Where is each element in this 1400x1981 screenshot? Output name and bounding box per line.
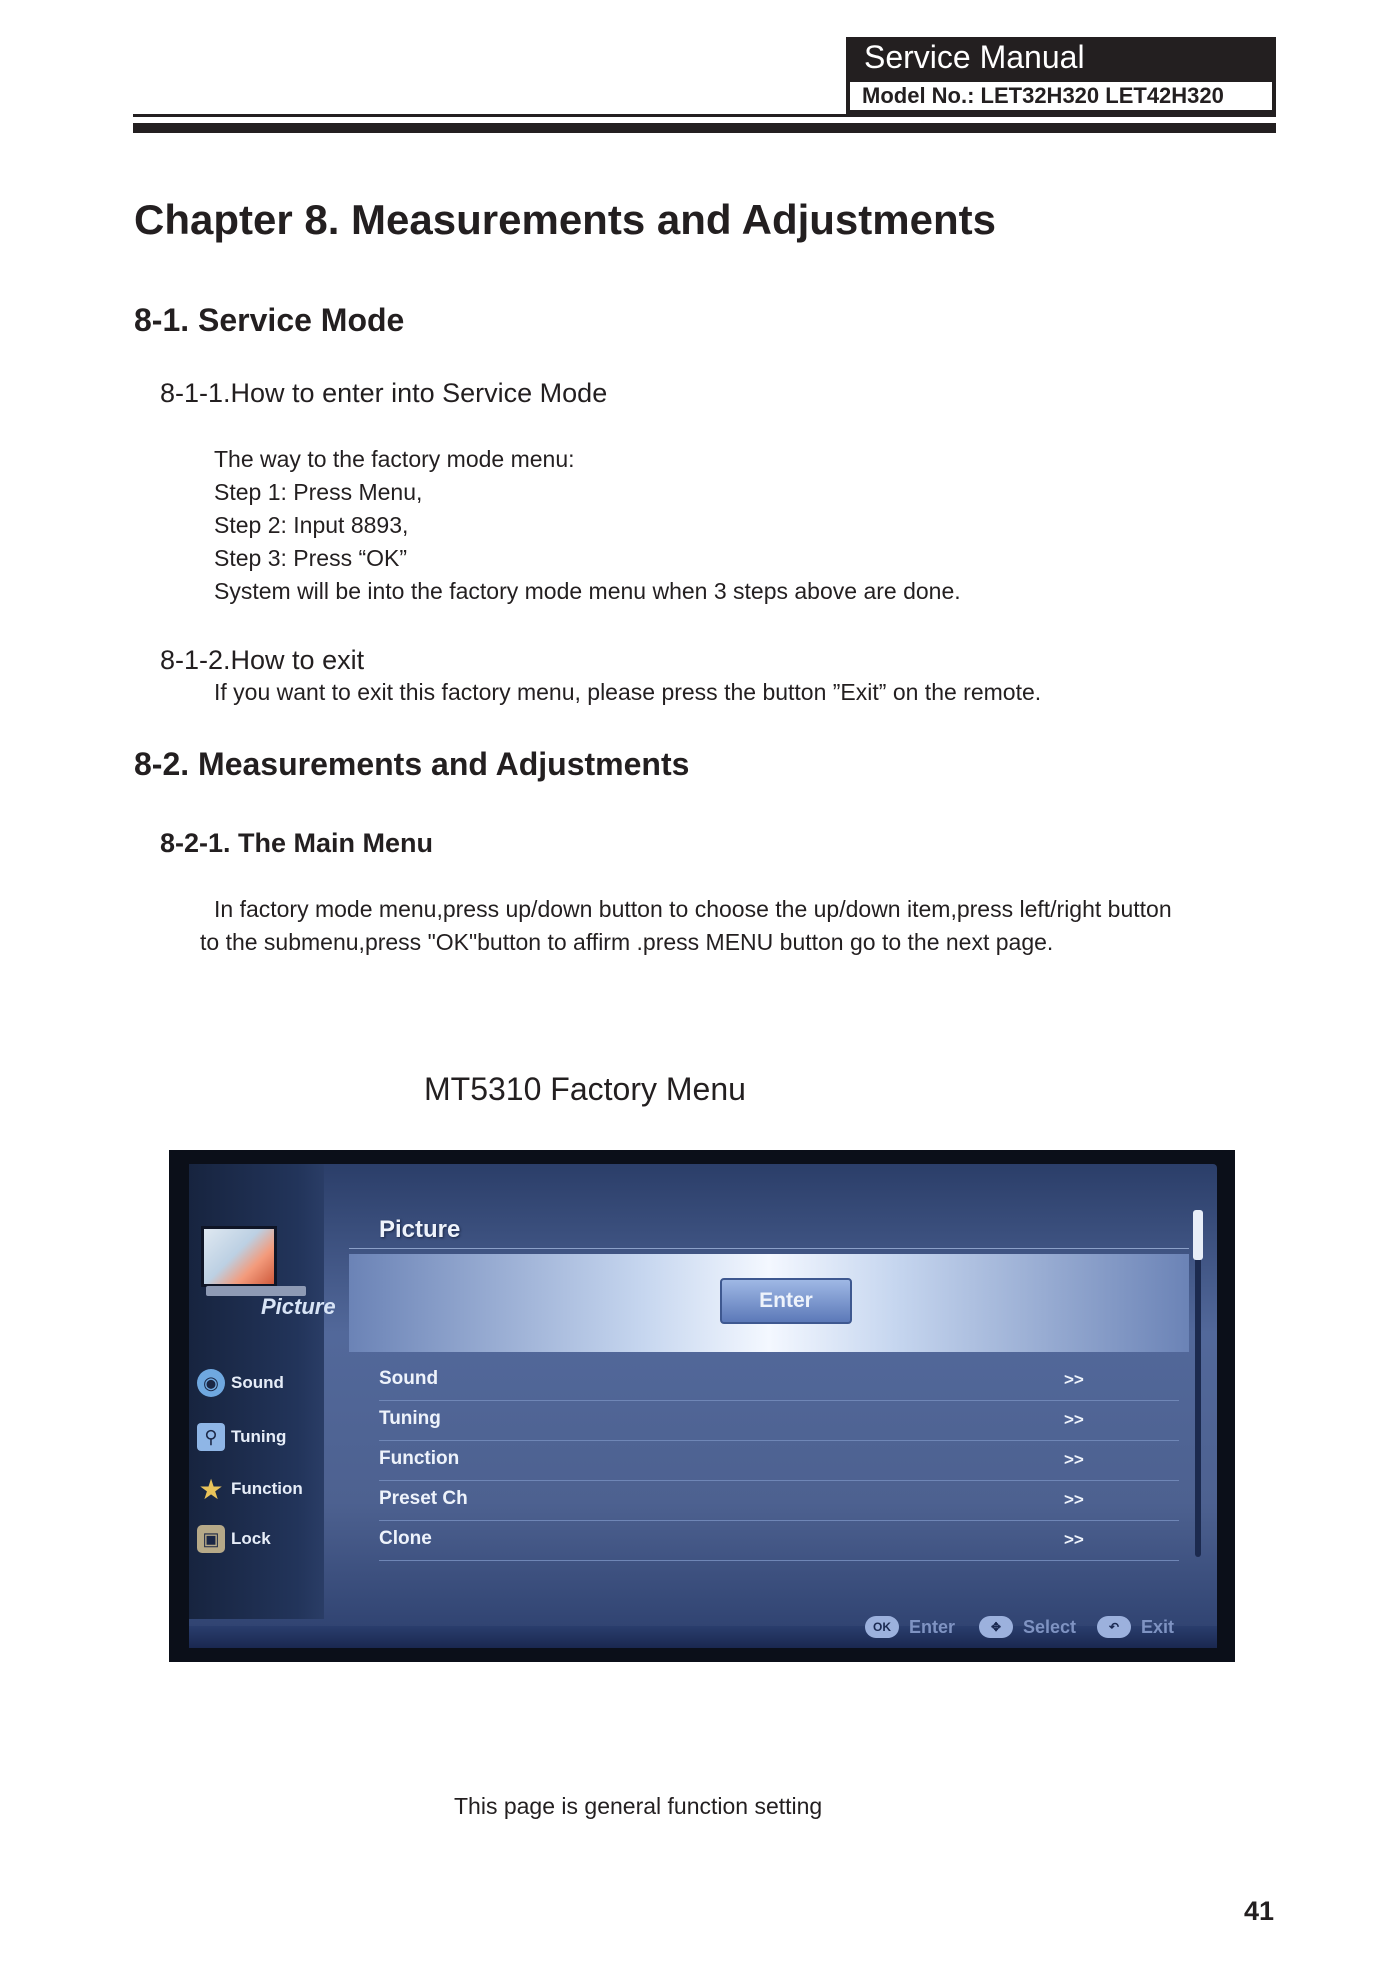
menu-row-label: Function	[379, 1448, 460, 1469]
sidebar-active-label: Picture	[261, 1294, 336, 1319]
hint-label: Exit	[1141, 1616, 1175, 1637]
sidebar-item-label: Sound	[231, 1373, 284, 1392]
page-number: 41	[1244, 1896, 1275, 1926]
figure-caption: This page is general function setting	[454, 1793, 823, 1819]
hint-exit	[1097, 1616, 1174, 1638]
header-rule-thin	[133, 114, 1276, 117]
model-number: Model No.: LET32H320 LET42H320	[850, 82, 1272, 110]
chapter-title: Chapter 8. Measurements and Adjustments	[134, 196, 996, 243]
menu-row-function[interactable]	[379, 1442, 1169, 1482]
paragraph-line: Step 3: Press “OK”	[214, 545, 408, 571]
star-icon: ★	[198, 1473, 224, 1505]
paragraph-line: to the submenu,press "OK"button to affirm .press MENU button go to the next page.	[200, 929, 1054, 955]
subsection-heading-main-menu: 8-2-1. The Main Menu	[160, 828, 434, 858]
hint-label: Select	[1023, 1616, 1077, 1637]
menu-row-label: Tuning	[379, 1408, 441, 1429]
section-heading-measurements: 8-2. Measurements and Adjustments	[134, 746, 690, 782]
manual-title: Service Manual	[864, 39, 1085, 75]
factory-menu-screenshot	[169, 1150, 1235, 1662]
paragraph-line: Step 1: Press Menu,	[214, 479, 423, 505]
scrollbar-thumb[interactable]	[1193, 1210, 1203, 1260]
menu-row-label: Preset Ch	[379, 1488, 468, 1509]
tv-sidebar	[189, 1164, 336, 1619]
sidebar-item-function[interactable]	[197, 1472, 303, 1506]
search-icon: ⚲	[197, 1423, 225, 1451]
paragraph-exit: If you want to exit this factory menu, please press the button ”Exit” on the remote.	[214, 679, 1042, 705]
subsection-heading-exit: 8-1-2.How to exit	[160, 645, 365, 675]
row-divider	[379, 1520, 1179, 1521]
enter-button[interactable]: Enter	[720, 1278, 852, 1324]
row-divider	[379, 1400, 1179, 1401]
paragraph-line: The way to the factory mode menu:	[214, 446, 575, 472]
menu-row-preset-ch[interactable]	[379, 1482, 1169, 1522]
hint-label: Enter	[909, 1616, 956, 1637]
subsection-heading-enter: 8-1-1.How to enter into Service Mode	[160, 378, 608, 408]
submenu-arrow: >>	[1064, 1490, 1084, 1509]
sidebar-item-label: Tuning	[231, 1427, 287, 1446]
tv-screen	[189, 1164, 1217, 1648]
menu-row-label: Sound	[379, 1368, 439, 1389]
back-icon: ↶	[1097, 1616, 1131, 1638]
submenu-arrow: >>	[1064, 1530, 1084, 1549]
title-divider	[349, 1248, 1189, 1249]
menu-row-clone[interactable]	[379, 1522, 1169, 1562]
submenu-arrow: >>	[1064, 1450, 1084, 1469]
scrollbar-track[interactable]	[1195, 1212, 1201, 1557]
row-divider	[379, 1560, 1179, 1561]
hint-enter	[865, 1616, 955, 1638]
sidebar-item-label: Lock	[231, 1529, 271, 1548]
hint-select	[979, 1616, 1076, 1638]
sidebar-item-tuning[interactable]	[197, 1420, 286, 1454]
speaker-icon: ◉	[197, 1369, 225, 1397]
main-menu-paragraph	[200, 893, 1280, 959]
paragraph-line: Step 2: Input 8893,	[214, 512, 409, 538]
sidebar-item-sound[interactable]	[197, 1366, 284, 1400]
ok-icon: OK	[865, 1616, 899, 1638]
header-rule-thick	[133, 123, 1276, 133]
submenu-arrow: >>	[1064, 1370, 1084, 1389]
paragraph-line: System will be into the factory mode menu when 3 steps above are done.	[214, 578, 961, 604]
submenu-arrow: >>	[1064, 1410, 1084, 1429]
section-heading-service-mode: 8-1. Service Mode	[134, 302, 405, 338]
lock-icon: ▣	[197, 1525, 225, 1553]
paragraph-line: In factory mode menu,press up/down button to choose the up/down item,press left/right button	[214, 896, 1172, 922]
sidebar-item-label: Function	[231, 1479, 303, 1498]
row-divider	[379, 1480, 1179, 1481]
dpad-icon: ✥	[979, 1616, 1013, 1638]
figure-title: MT5310 Factory Menu	[424, 1071, 746, 1107]
menu-row-tuning[interactable]	[379, 1402, 1169, 1442]
menu-row-label: Clone	[379, 1528, 432, 1549]
sidebar-item-lock[interactable]	[197, 1522, 271, 1556]
menu-row-sound[interactable]	[379, 1362, 1169, 1402]
picture-tv-icon	[201, 1226, 277, 1287]
tv-menu-title: Picture	[379, 1216, 461, 1243]
row-divider	[379, 1440, 1179, 1441]
